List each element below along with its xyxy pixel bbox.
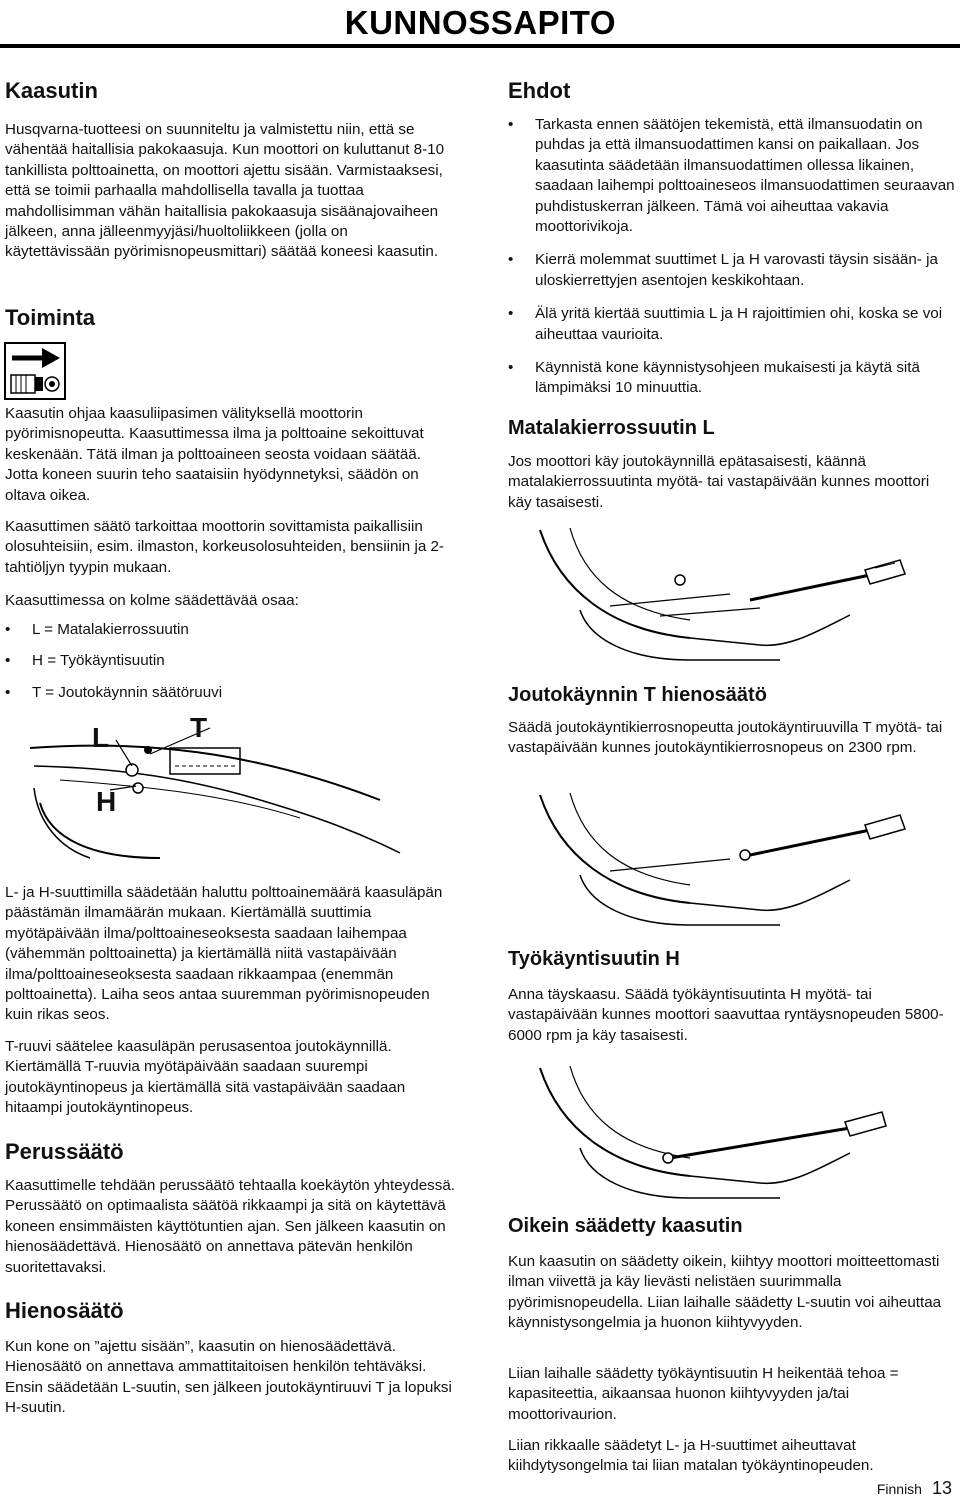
heading-toiminta: Toiminta	[5, 305, 96, 330]
heading-oikein: Oikein säädetty kaasutin	[508, 1215, 743, 1237]
diagram-label-t: T	[190, 712, 208, 743]
list-item: • Tarkasta ennen säätöjen tekemistä, että ilmansuodatin on puhdas ja että ilmansuodattimen kansi on paikallaan. Jos kaasutinta säädetään ilmansuodattimen ollessa likainen, saadaan laihempi polttoaineseos ilmansuodattimen seuraavan puhdistuskerran jälkeen. Tämä voi aiheuttaa vakavia moottorivikoja.	[508, 115, 956, 237]
lh-paragraph-1: L- ja H-suuttimilla säädetään haluttu polttoainemäärä kaasuläpän päästämän ilmamäärän mukaan. Kiertämällä suuttimia myötäpäivään ilma/polttoaineseoksesta saadaan laihempaa (vähemmän polttoainetta) ja kiertämällä niitä vastapäivään ilma/polttoaineseoksesta saadaan rikkaampaa (enemmän polttoainetta). Laiha seos antaa suuremman pyörimisnopeuden kuin rikas seos.	[5, 884, 443, 1024]
page-number: 13	[931, 1478, 952, 1498]
list-item: • Kierrä molemmat suuttimet L ja H varovasti täysin sisään- ja uloskierrettyjen asentojen keskikohtaan.	[508, 250, 956, 291]
heading-jouto: Joutokäynnin T hienosäätö	[508, 684, 767, 706]
header-rule	[0, 44, 960, 48]
diagram-label-h: H	[96, 786, 117, 817]
page-title: KUNNOSSAPITO	[344, 4, 616, 41]
heading-ehdot: Ehdot	[508, 78, 571, 103]
page-footer	[877, 1478, 952, 1499]
heading-kaasutin: Kaasutin	[5, 78, 98, 103]
heading-hienosaato: Hienosäätö	[5, 1298, 124, 1323]
adjust-h-illustration	[520, 1058, 950, 1208]
adjust-t-illustration	[520, 785, 950, 935]
adjust-l-illustration	[520, 520, 950, 670]
jouto-paragraph: Säädä joutokäyntikierrosnopeutta joutokäyntiruuvilla T myötä- tai vastapäivään kunnes joutokäyntikierrosnopeus on 2300 rpm.	[508, 719, 943, 757]
footer-language: Finnish	[876, 1481, 922, 1497]
carburettor-lth-illustration	[20, 708, 420, 868]
list-item: • T = Joutokäynnin säätöruuvi	[5, 683, 455, 703]
page-header	[0, 0, 960, 44]
matala-paragraph: Jos moottori käy joutokäynnillä epätasaisesti, käännä matalakierrossuutinta myötä- tai vastapäivään kunnes moottori käy tasaisesti.	[508, 453, 930, 511]
oikein-paragraph-2: Liian laihalle säädetty työkäyntisuutin H heikentää tehoa = kapasiteettia, aikaansaa huonon kiihtyvyyden ja/tai moottorivaurion.	[508, 1365, 899, 1423]
adjustable-parts-list	[5, 620, 455, 703]
list-item: • Käynnistä kone käynnistysohjeen mukaisesti ja käytä sitä lämpimäksi 10 minuuttia.	[508, 358, 956, 399]
perussaato-paragraph: Kaasuttimelle tehdään perussäätö tehtaalla koekäytön yhteydessä. Perussäätö on optimaalista säätöä rikkaampi ja sitä on käytettävä koneen ensimmäisten käyttötuntien ajan. Sen jälkeen kaasutin on hienosäädettävä. Hienosäätö on annettava pätevän henkilön suoritettavaksi.	[5, 1177, 456, 1276]
lh-paragraph-2: T-ruuvi säätelee kaasuläpän perusasentoa joutokäynnillä. Kiertämällä T-ruuvia myötäpäivään saadaan suurempi joutokäyntinopeus ja kiertämällä sitä vastapäivään saadaan hitaampi joutokäyntinopeus.	[5, 1038, 406, 1117]
ehdot-list	[508, 115, 956, 399]
hienosaato-paragraph: Kun kone on ”ajettu sisään”, kaasutin on hienosäädettävä. Hienosäätö on annettava ammattitaitoisen henkilön tehtäväksi. Ensin säädetään L-suutin, sen jälkeen joutokäyntiruuvi T ja lopuksi H-suutin.	[5, 1338, 452, 1417]
oikein-paragraph-1: Kun kaasutin on säädetty oikein, kiihtyy moottori moitteettomasti ilman viivettä ja käy lievästi nelistäen suurimmalla pyörimisnopeudella. Liian laihalle säädetty L-suutin voi aiheuttaa käynnistysongelmia ja huonon kiihtyvyyden.	[508, 1253, 942, 1332]
toiminta-paragraph-2: Kaasuttimen säätö tarkoittaa moottorin sovittamista paikallisiin olosuhteisiin, esim. ilmaston, korkeusolosuhteiden, bensiinin ja 2-tahtiöljyn tyypin mukaan.	[5, 518, 444, 576]
tyokaynti-paragraph: Anna täyskaasu. Säädä työkäyntisuutinta H myötä- tai vastapäivään kunnes moottori saavuttaa ryntäysnopeuden 5800-6000 rpm ja käy tasaisesti.	[508, 986, 944, 1044]
list-item: • L = Matalakierrossuutin	[5, 620, 455, 640]
list-item: • H = Työkäyntisuutin	[5, 651, 455, 671]
carburettor-symbol-icon	[4, 342, 66, 400]
diagram-label-l: L	[92, 722, 110, 753]
toiminta-paragraph-1: Kaasutin ohjaa kaasuliipasimen välityksellä moottorin pyörimisnopeutta. Kaasuttimessa ilma ja polttoaine sekoittuvat keskenään. Tätä ilman ja polttoaineen seosta voidaan säätää. Jotta koneen suurin teho saataisiin hyödynnetyksi, säädön on oltava oikea.	[5, 405, 424, 504]
heading-tyokaynti: Työkäyntisuutin H	[508, 948, 680, 970]
list-item: • Älä yritä kiertää suuttimia L ja H rajoittimien ohi, koska se voi aiheuttaa vaurioita.	[508, 304, 956, 345]
heading-matala: Matalakierrossuutin L	[508, 417, 715, 439]
oikein-paragraph-3: Liian rikkaalle säädetyt L- ja H-suuttimet aiheuttavat kiihdytysongelmia tai liian matalan työkäyntinopeuden.	[508, 1437, 874, 1475]
heading-perussaato: Perussäätö	[5, 1139, 124, 1164]
toiminta-paragraph-3: Kaasuttimessa on kolme säädettävää osaa:	[5, 592, 299, 609]
kaasutin-paragraph: Husqvarna-tuotteesi on suunniteltu ja valmistettu niin, että se vähentää haitallisia pakokaasuja. Kun moottori on kuluttanut 8-10 tankillista polttoainetta, on moottori ajettu sisään. Varmistaaksesi, että se toimii parhaalla mahdollisella tavalla ja tuottaa mahdollisimman vähän haitallisia pakokaasuja sisäänajovaiheen jälkeen, anna jälleenmyyjäsi/huoltoliikkeen (jolla on käytettävissään pyörimisnopeusmittari) säätää koneesi kaasutin.	[5, 121, 445, 261]
